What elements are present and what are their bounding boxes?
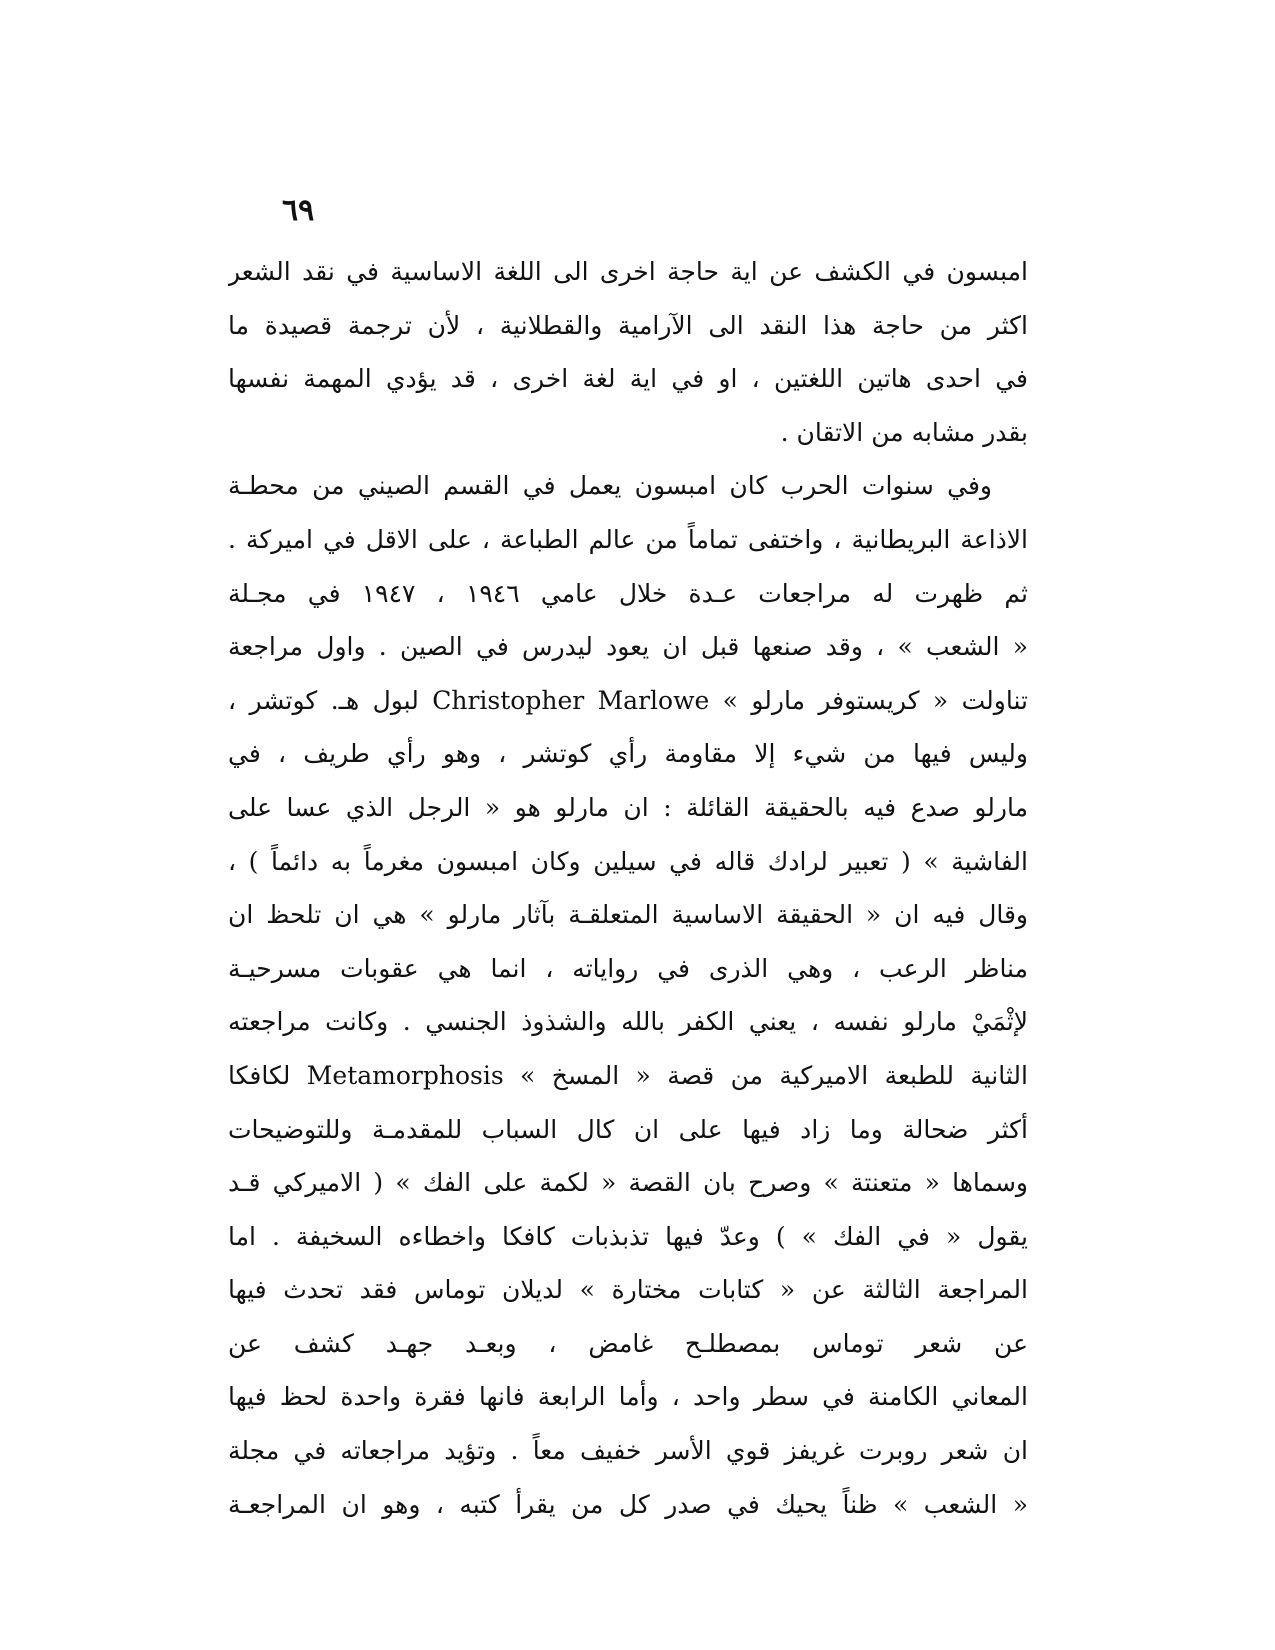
text-line: امبسون في الكشف عن اية حاجة اخرى الى اللغة الاساسية في نقد الشعر: [228, 257, 1028, 286]
text-line: بقدر مشابه من الاتقان .: [780, 417, 1028, 447]
text-line: الثانية للطبعة الاميركية من قصة « المسخ » Metamorphosis لكافكا: [228, 1060, 1028, 1090]
text-line: الاذاعة البريطانية ، واختفى تماماً من عالم الطباعة ، على الاقل في اميركة .: [228, 524, 1028, 554]
text-line: « الشعب » ظناً يحيك في صدر كل من يقرأ كتبه ، وهو ان المراجعـة: [228, 1489, 1028, 1519]
text-line: وفي سنوات الحرب كان امبسون يعمل في القسم الصيني من محطـة: [228, 471, 992, 501]
page-number: ٦٩: [282, 193, 315, 228]
text-line: وسماها « متعنتة » وصرح بان القصة « لكمة على الفك » ( الاميركي قـد: [228, 1168, 1028, 1198]
text-line: الفاشية » ( تعبير لرادك قاله في سيلين وكان امبسون مغرماً به دائماً ) ،: [228, 846, 1028, 876]
text-line: مناظر الرعب ، وهي الذرى في رواياته ، انما هي عقوبات مسرحيـة: [228, 953, 1028, 983]
text-line: تناولت « كريستوفر مارلو » Christopher Marlowe لبول هـ. كوتشر ،: [228, 685, 1028, 715]
text-line: ان شعر روبرت غريفز قوي الأسر خفيف معاً . وتؤيد مراجعاته في مجلة: [228, 1436, 1028, 1466]
text-line: المراجعة الثالثة عن « كتابات مختارة » لديلان توماس فقد تحدث فيها: [228, 1275, 1028, 1305]
text-line: ثم ظهرت له مراجعات عـدة خلال عامي ١٩٤٦ ، ١٩٤٧ في مجـلة: [228, 578, 1028, 608]
text-line: في احدى هاتين اللغتين ، او في اية لغة اخرى ، قد يؤدي المهمة نفسها: [228, 364, 1028, 394]
text-line: عن شعر توماس بمصطلـح غامض ، وبعـد جهـد كشف عن: [228, 1328, 1028, 1358]
page-body: [228, 245, 1028, 1531]
text-line: يقول « في الفك » ) وعدّ فيها تذبذبات كافكا واخطاءه السخيفة . اما: [228, 1221, 1028, 1251]
text-line: اكثر من حاجة هذا النقد الى الآرامية والقطلانية ، لأن ترجمة قصيدة ما: [228, 310, 1028, 340]
text-line: وقال فيه ان « الحقيقة الاساسية المتعلقـة بآثار مارلو » هي ان تلحظ ان: [228, 900, 1028, 930]
text-line: « الشعب » ، وقد صنعها قبل ان يعود ليدرس في الصين . واول مراجعة: [228, 632, 1028, 662]
text-line: مارلو صدع فيه بالحقيقة القائلة : ان مارلو هو « الرجل الذي عسا على: [228, 792, 1028, 822]
text-line: أكثر ضحالة وما زاد فيها على ان كال السباب للمقدمـة وللتوضيحات: [228, 1114, 1028, 1144]
text-line: وليس فيها من شيء إلا مقاومة رأي كوتشر ، وهو رأي طريف ، في: [228, 739, 1028, 769]
text-line: المعاني الكامنة في سطر واحد ، وأما الرابعة فانها فقرة واحدة لحظ فيها: [228, 1382, 1028, 1412]
text-line: لإثْمَيْ مارلو نفسه ، يعني الكفر بالله والشذوذ الجنسي . وكانت مراجعته: [228, 1007, 1028, 1037]
